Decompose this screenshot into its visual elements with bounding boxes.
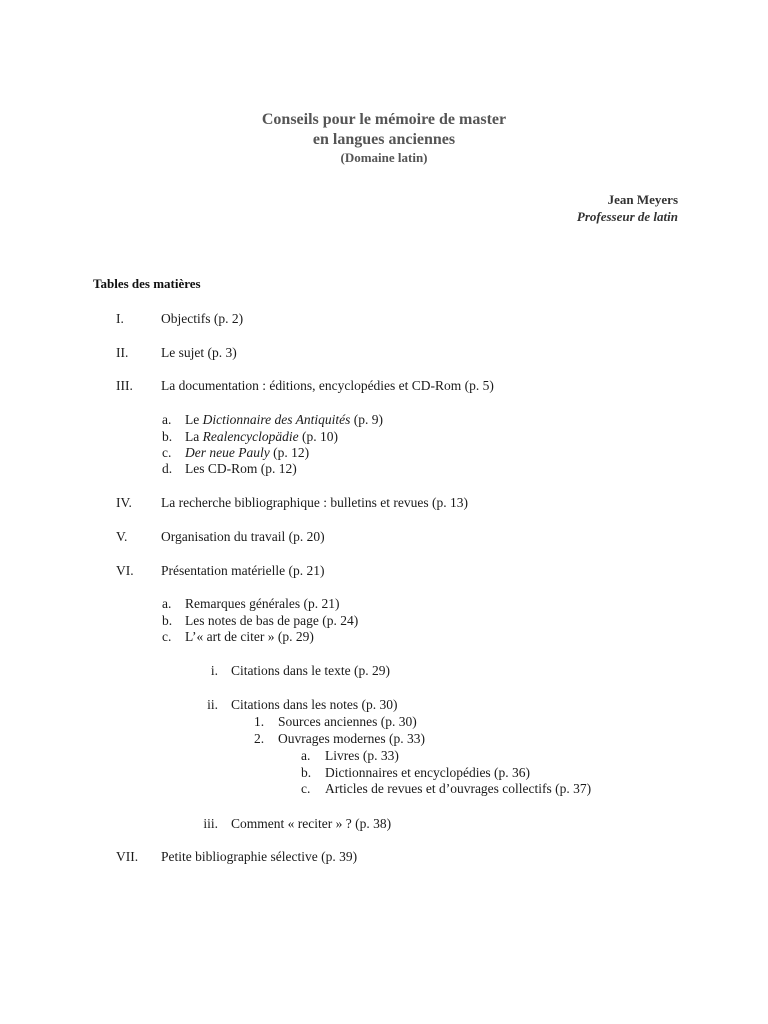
toc-entry-text: La recherche bibliographique : bulletins et revues (p. 13)	[161, 495, 469, 510]
toc-entry-number: I.	[116, 311, 124, 326]
toc-entry-text: Petite bibliographie sélective (p. 39)	[161, 849, 358, 864]
toc-entry-number: a.	[162, 596, 172, 611]
toc-entry-text: Dictionnaires et encyclopédies (p. 36)	[325, 765, 531, 780]
toc-entry-text: Citations dans les notes (p. 30)	[231, 697, 398, 712]
toc-entry-text: Articles de revues et d’ouvrages collectifs (p. 37)	[325, 781, 592, 796]
toc-entry-number: c.	[162, 445, 172, 460]
toc-entry-number: d.	[162, 461, 173, 476]
toc-entry-text: La documentation : éditions, encyclopédies et CD-Rom (p. 5)	[161, 378, 494, 393]
toc-entry-text: Présentation matérielle (p. 21)	[161, 563, 325, 578]
author-name: Jean Meyers	[607, 192, 678, 207]
author-role: Professeur de latin	[576, 209, 678, 224]
toc-entry-text: La Realencyclopädie (p. 10)	[185, 429, 338, 444]
toc-entry-number: c.	[162, 629, 172, 644]
toc-entry-text: Sources anciennes (p. 30)	[278, 714, 417, 729]
toc-entry-number: VII.	[116, 849, 139, 864]
title-line-2: en langues anciennes	[312, 131, 456, 148]
toc-entry-text: Ouvrages modernes (p. 33)	[278, 731, 425, 746]
toc-entry-text: Remarques générales (p. 21)	[185, 596, 340, 611]
toc-heading: Tables des matières	[93, 276, 201, 291]
toc-entry-text: Les notes de bas de page (p. 24)	[185, 613, 359, 628]
toc-entry-text: Der neue Pauly (p. 12)	[185, 445, 310, 460]
toc-entry-text: L’« art de citer » (p. 29)	[185, 629, 314, 644]
toc-entry-number: iii.	[203, 816, 218, 831]
toc-entry-text: Objectifs (p. 2)	[161, 311, 244, 326]
toc-entry-number: b.	[162, 429, 173, 444]
toc-entry-text: Les CD-Rom (p. 12)	[185, 461, 297, 476]
toc-entry-number: III.	[116, 378, 133, 393]
toc-entry-text: Livres (p. 33)	[325, 748, 399, 763]
toc-entry-text: Citations dans le texte (p. 29)	[231, 663, 390, 678]
toc-entry-text: Le Dictionnaire des Antiquités (p. 9)	[185, 412, 383, 427]
toc-entry-number: VI.	[116, 563, 134, 578]
toc-entry-number: a.	[162, 412, 172, 427]
toc-entry-number: IV.	[116, 495, 132, 510]
toc-entry-text: Comment « reciter » ? (p. 38)	[231, 816, 392, 831]
toc-entry-number: 2.	[254, 731, 265, 746]
toc-entry-text: Le sujet (p. 3)	[161, 345, 237, 360]
toc-entry-number: c.	[301, 781, 311, 796]
toc-entry-number: V.	[116, 529, 128, 544]
toc-entry-number: b.	[301, 765, 312, 780]
toc-entry-number: b.	[162, 613, 173, 628]
author-block	[577, 191, 678, 225]
title-line-1: Conseils pour le mémoire de master	[261, 111, 507, 128]
toc-entry-number: ii.	[207, 697, 218, 712]
toc-entry-number: 1.	[254, 714, 265, 729]
toc-entry-text: Organisation du travail (p. 20)	[161, 529, 325, 544]
title-subtitle: (Domaine latin)	[340, 150, 428, 165]
toc-entry-number: i.	[210, 663, 218, 678]
toc-entry-number: II.	[116, 345, 129, 360]
document-title	[0, 110, 768, 166]
toc-entry-number: a.	[301, 748, 311, 763]
